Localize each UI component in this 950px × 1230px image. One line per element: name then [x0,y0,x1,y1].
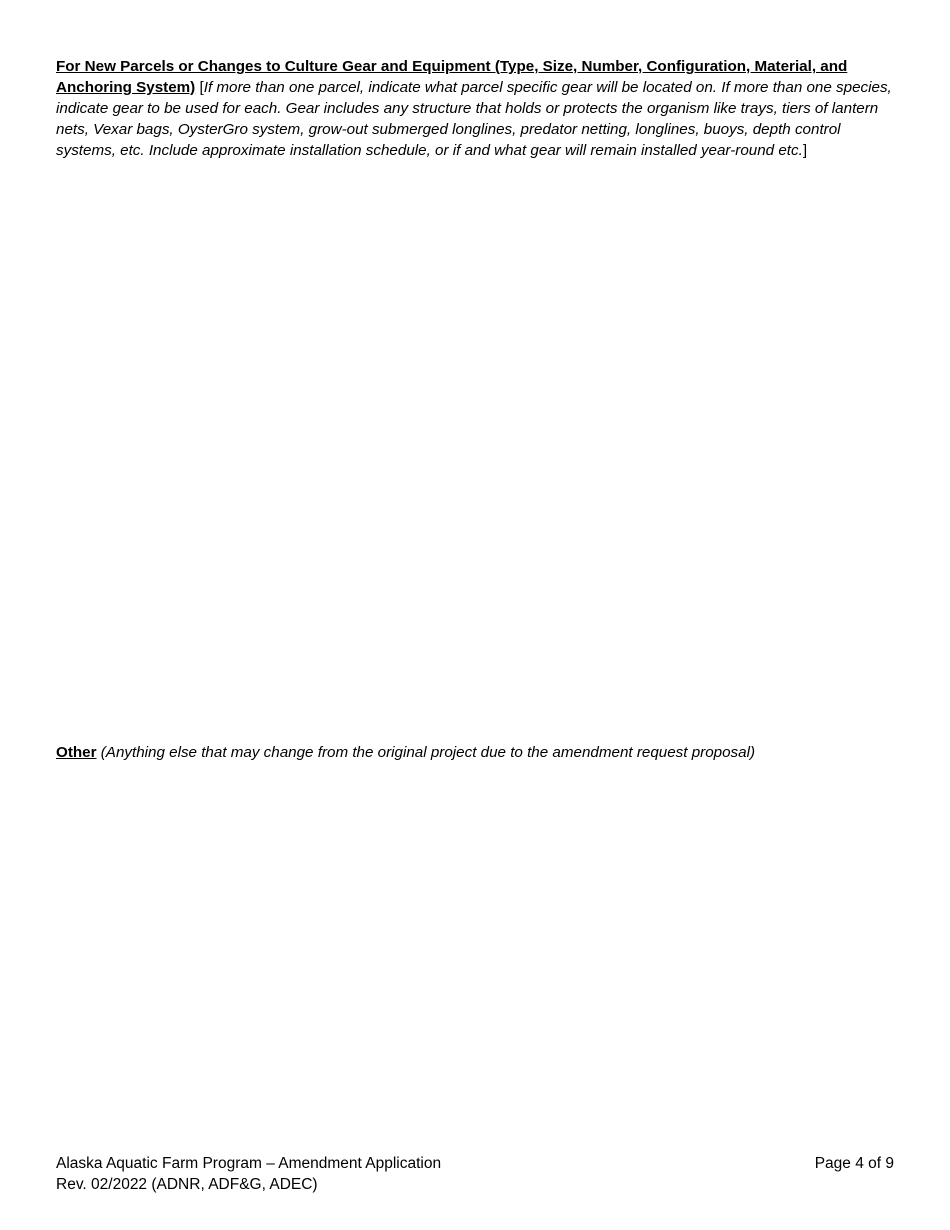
page-footer [56,1153,894,1195]
other-section [56,742,894,763]
gear-section-heading: For New Parcels or Changes to Culture Gear and Equipment (Type, Size, Number, Configuration, Material, and Anchoring System) [56,58,848,96]
gear-section-instructions: If more than one parcel, indicate what parcel specific gear will be located on. If more than one species, indicate gear to be used for each. Gear includes any structure that holds or protects the organism like trays, tiers of lantern nets, Vexar bags, OysterGro system, grow-out submerged longlines, predator netting, longlines, buoys, depth control systems, etc. Include approximate installation schedule, or if and what gear will remain installed year-round etc. [56,79,892,159]
other-section-heading: Other [56,744,97,761]
other-response-area[interactable] [56,770,894,1140]
footer-page-number: Page 4 of 9 [814,1155,894,1172]
gear-response-area[interactable] [56,165,894,725]
footer-program-title: Alaska Aquatic Farm Program – Amendment Application [56,1155,442,1172]
gear-section [56,56,894,161]
gear-close-bracket: ] [802,142,808,159]
gear-open-bracket: [ [199,79,204,96]
other-section-instructions: (Anything else that may change from the original project due to the amendment request proposal) [100,744,756,761]
footer-left-block [56,1153,441,1195]
footer-revision: Rev. 02/2022 (ADNR, ADF&G, ADEC) [56,1176,318,1193]
